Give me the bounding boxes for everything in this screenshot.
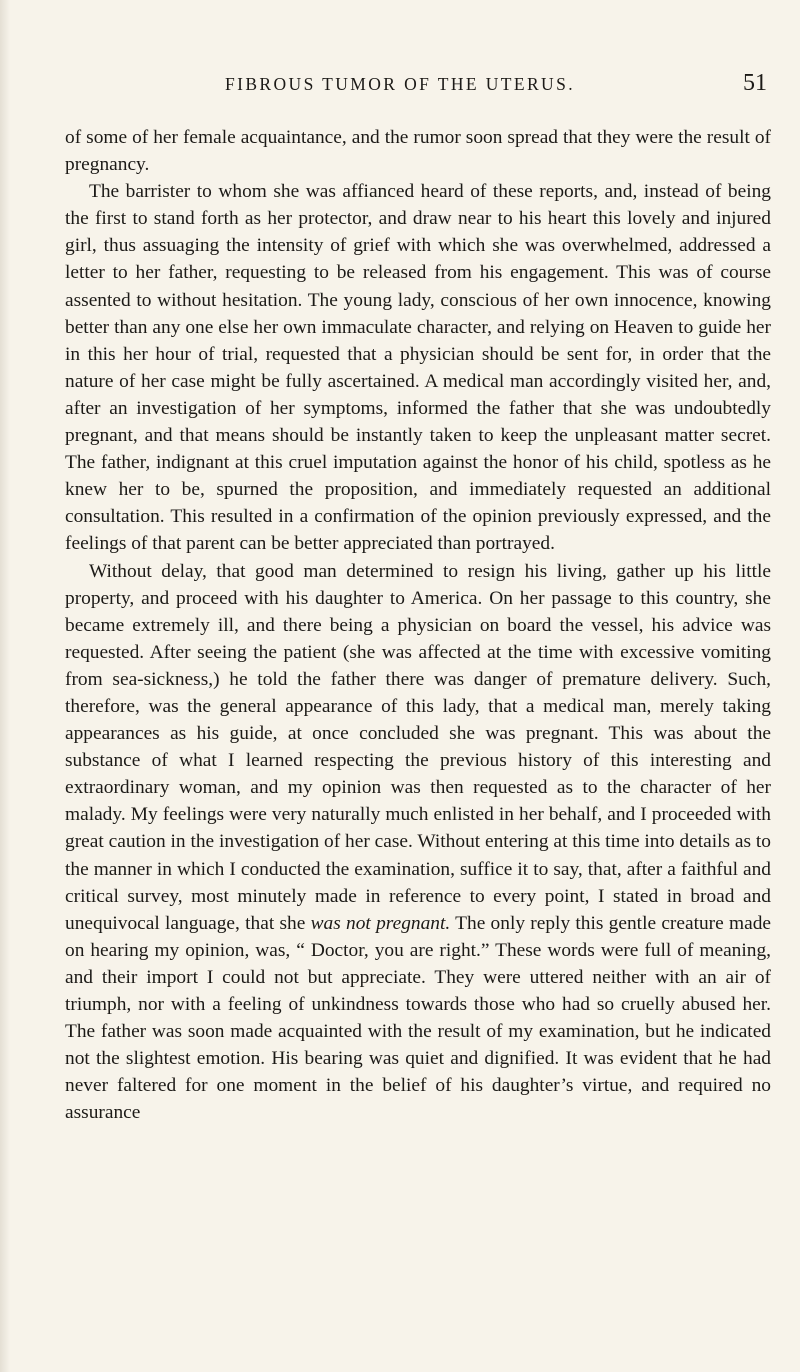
paragraph-2: The barrister to whom she was affianced heard of these reports, and, instead of being the first to stand forth as her protector, and draw near to his heart this lovely and injured girl, thus assuaging the intensity of grief with which she was overwhelmed, addressed a letter to her father, requesting to be released from his engagement. This was of course assented to without hesitation. The young lady, conscious of her own innocence, knowing better than any one else her own immaculate character, and relying on Heaven to guide her in this her hour of trial, requested that a physician should be sent for, in order that the nature of her case might be fully ascertained. A medical man accordingly visited her, and, after an investigation of her symptoms, informed the father that she was undoubtedly pregnant, and that means should be instantly taken to keep the unpleasant matter secret. The father, indignant at this cruel imputation against the honor of his child, spotless as he knew her to be, spurned the proposition, and immediately requested an additional consultation. This resulted in a confirmation of the opinion previously expressed, and the feelings of that parent can be better appreciated than portrayed. (65, 181, 771, 555)
page-edge-shadow (0, 0, 10, 1372)
body-text (65, 124, 771, 1126)
paragraph-3-text-end: The only reply this gentle creature made on hearing my opinion, was, “ Doctor, you are right.” These words were full of meaning, and their import I could not but appreciate. They were uttered neither with an air of triumph, nor with a feeling of unkindness towards those who had so cruelly abused her. The father was soon made acquainted with the result of my examination, but he indicated not the slightest emotion. His bearing was quiet and dignified. It was evident that he had never faltered for one moment in the belief of his daughter’s virtue, and required no assurance (65, 912, 772, 1124)
paragraph-1: of some of her female acquaintance, and the rumor soon spread that they were the result of pregnancy. (65, 127, 771, 176)
paragraph-3-text-start: Without delay, that good man determined to resign his living, gather up his little property, and proceed with his daughter to America. On her passage to this country, she became extremely ill, and there being a physician on board the vessel, his advice was requested. After seeing the patient (she was affected at the time with excessive vomiting from sea-sickness,) he told the father there was danger of premature delivery. Such, therefore, was the general appearance of this lady, that a medical man, merely taking appearances as his guide, at once concluded she was pregnant. This was about the substance of what I learned respecting the previous history of this interesting and extraordinary woman, and my opinion was then requested as to the character of her malady. My feelings were very naturally much enlisted in her behalf, and I proceeded with great caution in the investigation of her case. Without entering at this time into details as to the manner in which I conducted the examination, suffice it to say, that, after a faithful and critical survey, most minutely made in reference to every point, I stated in broad and unequivocal language, that she (65, 560, 771, 934)
page-number: 51 (743, 70, 767, 96)
running-title: FIBROUS TUMOR OF THE UTERUS. (224, 74, 575, 94)
emphasized-phrase: was not pregnant. (310, 912, 451, 934)
paragraph-3 (65, 558, 771, 1127)
page-header (0, 70, 800, 100)
